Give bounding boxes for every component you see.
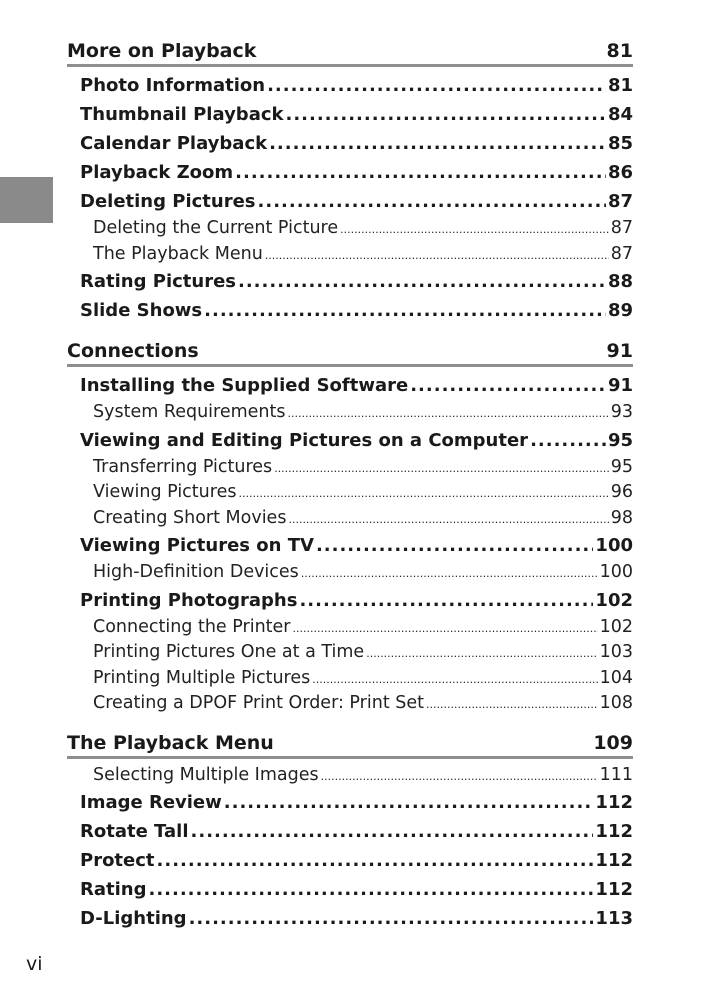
entry-label: High-Definition Devices: [93, 562, 299, 582]
entry-label: Viewing and Editing Pictures on a Computer: [80, 429, 529, 451]
dot-leader: [189, 904, 594, 933]
dot-leader: [269, 129, 606, 158]
section-heading[interactable]: [67, 34, 633, 67]
toc-subentry[interactable]: [67, 506, 633, 532]
entry-label: Protect: [80, 850, 155, 871]
toc-entry[interactable]: [67, 875, 633, 904]
toc-entry[interactable]: [67, 129, 633, 158]
entry-page: 87: [607, 191, 633, 212]
dot-leader: [299, 586, 593, 615]
entry-label: Viewing Pictures: [93, 482, 237, 502]
entry-page: 87: [610, 243, 633, 264]
dot-leader: [366, 641, 597, 666]
toc-entry[interactable]: [67, 71, 633, 100]
dot-leader: [288, 507, 608, 532]
dot-leader: [204, 296, 606, 325]
entry-page: 100: [595, 535, 633, 556]
entry-label: Playback Zoom: [80, 162, 234, 183]
entry-page: 112: [595, 821, 633, 842]
entry-page: 89: [607, 300, 633, 321]
dot-leader: [321, 764, 598, 789]
dot-leader: [312, 667, 597, 692]
entry-page: 86: [607, 162, 633, 183]
toc-entry[interactable]: [67, 586, 633, 615]
section-title: The Playback Menu: [67, 731, 274, 754]
section-heading[interactable]: [67, 334, 633, 367]
entry-label: Creating a DPOF Print Order: Print Set: [93, 693, 424, 713]
entry-page: 96: [610, 482, 633, 502]
page-number: vi: [26, 953, 43, 975]
section-page: 81: [606, 40, 633, 62]
toc-entry[interactable]: [67, 267, 633, 296]
entry-label: Selecting Multiple Images: [93, 764, 319, 785]
dot-leader: [287, 401, 608, 426]
entry-page: 102: [599, 616, 633, 637]
entry-page: 112: [595, 879, 633, 900]
dot-leader: [224, 788, 594, 817]
toc-entry[interactable]: [67, 904, 633, 933]
toc-subentry[interactable]: [67, 242, 633, 268]
dot-leader: [235, 158, 606, 187]
dot-leader: [292, 616, 597, 641]
entry-page: 108: [599, 693, 633, 713]
toc-subentry[interactable]: [67, 615, 633, 641]
entry-page: 103: [599, 642, 633, 662]
entry-page: 102: [595, 589, 633, 611]
entry-label: D-Lighting: [80, 908, 187, 929]
dot-leader: [267, 71, 606, 100]
entry-page: 112: [595, 850, 633, 871]
entry-page: 113: [595, 908, 633, 929]
toc-section: [67, 34, 633, 325]
toc-entry[interactable]: [67, 371, 633, 400]
toc-entry[interactable]: [67, 846, 633, 875]
dot-leader: [285, 100, 605, 129]
dot-leader: [265, 243, 609, 268]
entry-label: Image Review: [80, 792, 222, 813]
dot-leader: [340, 217, 609, 242]
entry-label: Printing Photographs: [80, 589, 298, 611]
toc-subentry[interactable]: [67, 691, 633, 717]
toc-subentry[interactable]: [67, 560, 633, 586]
entry-label: Viewing Pictures on TV: [80, 535, 314, 556]
toc-subentry[interactable]: [67, 763, 633, 789]
entry-label: Connecting the Printer: [93, 616, 291, 637]
dot-leader: [157, 846, 594, 875]
entry-label: Installing the Supplied Software: [80, 375, 409, 396]
dot-leader: [301, 561, 598, 586]
toc-entry[interactable]: [67, 158, 633, 187]
entry-label: Rating: [80, 879, 147, 900]
section-heading[interactable]: [67, 726, 633, 759]
entry-page: 81: [607, 75, 633, 96]
dot-leader: [316, 531, 593, 560]
toc-entry[interactable]: [67, 296, 633, 325]
toc-subentry[interactable]: [67, 640, 633, 666]
entry-page: 100: [599, 562, 633, 582]
dot-leader: [258, 187, 606, 216]
entry-label: The Playback Menu: [93, 243, 263, 264]
dot-leader: [148, 875, 593, 904]
dot-leader: [238, 481, 608, 506]
dot-leader: [426, 692, 598, 717]
entry-label: Calendar Playback: [80, 133, 268, 154]
section-page: 91: [606, 340, 633, 362]
toc-entry[interactable]: [67, 426, 633, 455]
section-title: Connections: [67, 340, 199, 362]
entry-label: Slide Shows: [80, 300, 203, 321]
toc-subentry[interactable]: [67, 400, 633, 426]
entry-page: 87: [610, 218, 633, 238]
entry-label: System Requirements: [93, 402, 286, 422]
entry-label: Rating Pictures: [80, 271, 236, 292]
entry-label: Deleting Pictures: [80, 191, 256, 212]
entry-page: 112: [595, 792, 633, 813]
toc-section: [67, 334, 633, 717]
entry-label: Thumbnail Playback: [80, 104, 284, 125]
entry-label: Transferring Pictures: [93, 456, 273, 477]
entry-label: Photo Information: [80, 75, 266, 96]
dot-leader: [530, 426, 606, 455]
table-of-contents: [67, 34, 633, 933]
entry-page: 88: [607, 271, 633, 292]
entry-label: Creating Short Movies: [93, 507, 287, 528]
entry-page: 93: [610, 402, 633, 422]
toc-entry[interactable]: [67, 817, 633, 846]
toc-section: [67, 726, 633, 934]
entry-page: 85: [607, 133, 633, 154]
entry-page: 98: [610, 507, 633, 528]
toc-entry[interactable]: [67, 531, 633, 560]
toc-subentry[interactable]: [67, 216, 633, 242]
entry-page: 91: [607, 375, 633, 396]
dot-leader: [238, 267, 606, 296]
entry-page: 84: [607, 104, 633, 125]
entry-label: Printing Multiple Pictures: [93, 667, 311, 688]
toc-subentry[interactable]: [67, 666, 633, 692]
dot-leader: [274, 456, 609, 481]
toc-entry[interactable]: [67, 100, 633, 129]
section-title: More on Playback: [67, 40, 257, 62]
entry-page: 104: [599, 667, 633, 688]
entry-page: 95: [607, 429, 633, 451]
toc-entry[interactable]: [67, 187, 633, 216]
toc-subentry[interactable]: [67, 455, 633, 481]
toc-subentry[interactable]: [67, 480, 633, 506]
toc-entry[interactable]: [67, 788, 633, 817]
dot-leader: [191, 817, 594, 846]
dot-leader: [410, 371, 606, 400]
chapter-tab-marker: [0, 177, 53, 223]
entry-label: Rotate Tall: [80, 821, 189, 842]
entry-page: 95: [610, 456, 633, 477]
entry-page: 111: [599, 764, 633, 785]
entry-label: Printing Pictures One at a Time: [93, 642, 365, 662]
section-page: 109: [593, 731, 633, 754]
entry-label: Deleting the Current Picture: [93, 218, 339, 238]
